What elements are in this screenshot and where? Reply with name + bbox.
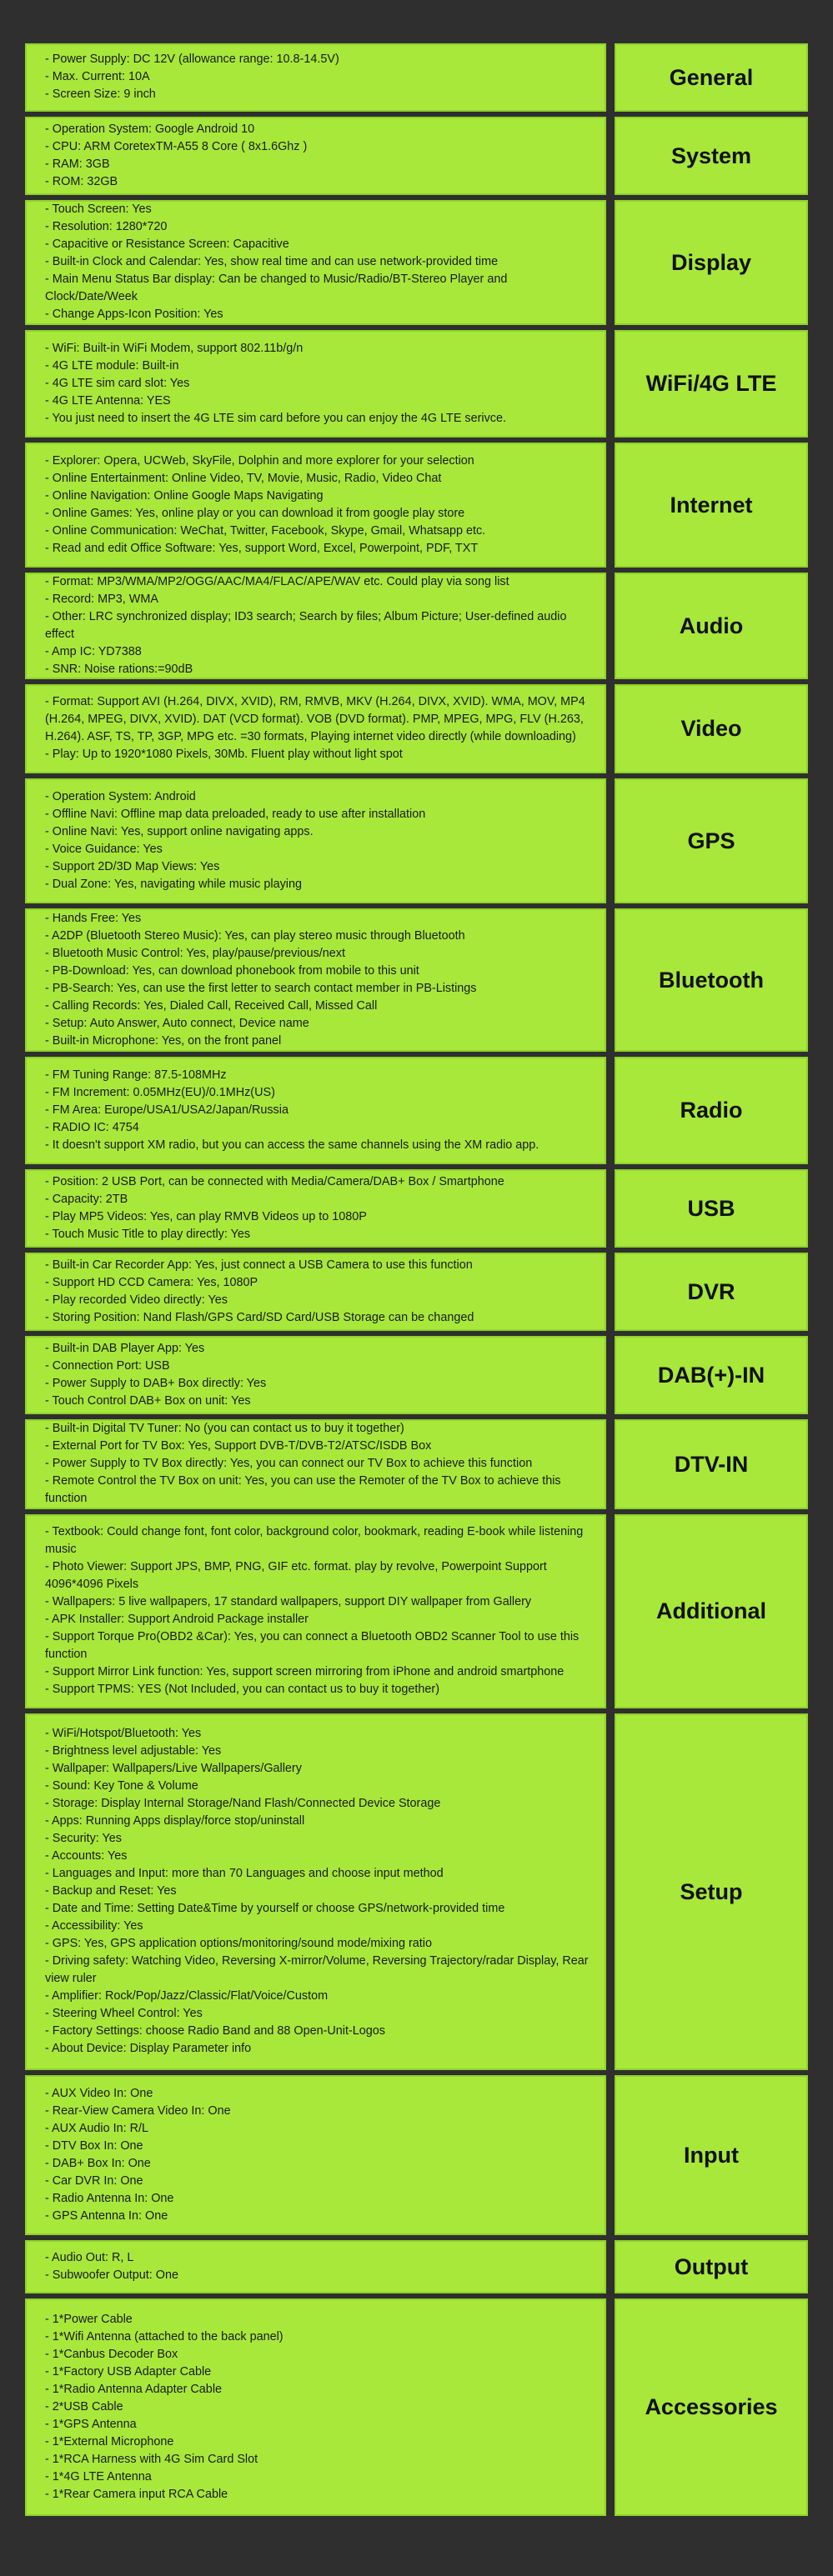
spec-line: - Wallpapers: 5 live wallpapers, 17 standard wallpapers, support DIY wallpaper from Gallery bbox=[45, 1595, 532, 1608]
spec-line: - Change Apps-Icon Position: Yes bbox=[45, 308, 223, 321]
spec-category bbox=[615, 1336, 808, 1414]
spec-line: - Remote Control the TV Box on unit: Yes, you can use the Remoter of the TV Box to achieve this function bbox=[45, 1474, 561, 1505]
spec-category bbox=[615, 778, 808, 903]
spec-line: - PB-Search: Yes, can use the first letter to search contact member in PB-Listings bbox=[45, 981, 477, 995]
spec-line: - DAB+ Box In: One bbox=[45, 2156, 151, 2170]
spec-line: - Driving safety: Watching Video, Reversing X-mirror/Volume, Reversing Trajectory/radar Display, Rear view ruler bbox=[45, 1954, 589, 1985]
spec-line: - 1*Radio Antenna Adapter Cable bbox=[45, 2382, 223, 2396]
spec-line: - SNR: Noise rations:=90dB bbox=[45, 662, 193, 676]
spec-line: - Online Entertainment: Online Video, TV, Movie, Music, Radio, Video Chat bbox=[45, 471, 442, 485]
spec-line: - 1*Rear Camera input RCA Cable bbox=[45, 2487, 228, 2501]
spec-category bbox=[615, 443, 808, 568]
spec-line: - Touch Music Title to play directly: Yes bbox=[45, 1227, 251, 1241]
spec-line: - Play recorded Video directly: Yes bbox=[45, 1293, 228, 1307]
spec-line: - Built-in Clock and Calendar: Yes, show real time and can use network-provided time bbox=[45, 255, 499, 268]
spec-line: - Play: Up to 1920*1080 Pixels, 30Mb. Fluent play without light spot bbox=[45, 748, 403, 761]
spec-line: - Photo Viewer: Support JPS, BMP, PNG, GIF etc. format. play by revolve, Powerpoint Support 4096*4096 Pixels bbox=[45, 1560, 547, 1591]
spec-category bbox=[615, 1514, 808, 1708]
spec-category-title: Output bbox=[674, 2253, 749, 2279]
spec-line: - 2*USB Cable bbox=[45, 2399, 123, 2413]
spec-line: - Support TPMS: YES (Not Included, you can contact us to buy it together) bbox=[45, 1683, 440, 1696]
spec-line: - AUX Audio In: R/L bbox=[45, 2121, 148, 2135]
spec-row bbox=[25, 443, 808, 568]
spec-line: - Brightness level adjustable: Yes bbox=[45, 1744, 222, 1758]
spec-category bbox=[615, 684, 808, 773]
spec-category bbox=[615, 117, 808, 195]
spec-details bbox=[25, 2075, 606, 2235]
spec-row bbox=[25, 1419, 808, 1509]
spec-line: - Storing Position: Nand Flash/GPS Card/SD Card/USB Storage can be changed bbox=[45, 1310, 474, 1324]
spec-line: - Operation System: Google Android 10 bbox=[45, 122, 255, 136]
spec-line: - Online Games: Yes, online play or you can download it from google play store bbox=[45, 506, 465, 520]
spec-line: - 1*Power Cable bbox=[45, 2312, 133, 2326]
spec-details bbox=[25, 200, 606, 325]
spec-line: - Setup: Auto Answer, Auto connect, Device name bbox=[45, 1016, 309, 1030]
spec-category-title: WiFi/4G LTE bbox=[645, 371, 777, 396]
spec-details bbox=[25, 573, 606, 679]
spec-line: - It doesn't support XM radio, but you can access the same channels using the XM radio app. bbox=[45, 1138, 539, 1152]
spec-line: - Read and edit Office Software: Yes, support Word, Excel, Powerpoint, PDF, TXT bbox=[45, 541, 479, 555]
spec-line: - Hands Free: Yes bbox=[45, 911, 142, 925]
spec-details bbox=[25, 43, 606, 112]
spec-category-title: General bbox=[669, 64, 754, 90]
spec-line: - Security: Yes bbox=[45, 1832, 122, 1845]
spec-line: - Amp IC: YD7388 bbox=[45, 644, 142, 658]
spec-line: - Record: MP3, WMA bbox=[45, 592, 158, 606]
spec-category bbox=[615, 2240, 808, 2293]
spec-category-title: Display bbox=[670, 249, 752, 275]
spec-row bbox=[25, 778, 808, 903]
spec-category-title: Audio bbox=[679, 613, 744, 638]
spec-line: - Apps: Running Apps display/force stop/uninstall bbox=[45, 1814, 305, 1828]
spec-line: - Max. Current: 10A bbox=[45, 70, 150, 83]
spec-line: - 1*Factory USB Adapter Cable bbox=[45, 2364, 212, 2378]
spec-line: - FM Increment: 0.05MHz(EU)/0.1MHz(US) bbox=[45, 1085, 275, 1099]
spec-line: - Play MP5 Videos: Yes, can play RMVB Videos up to 1080P bbox=[45, 1209, 367, 1223]
spec-line: - Audio Out: R, L bbox=[45, 2250, 134, 2264]
spec-line: - About Device: Display Parameter info bbox=[45, 2042, 252, 2055]
spec-category-title: Setup bbox=[680, 1878, 743, 1904]
spec-line: - Operation System: Android bbox=[45, 789, 196, 803]
spec-line: - Touch Screen: Yes bbox=[45, 203, 152, 216]
spec-category bbox=[615, 2075, 808, 2235]
spec-category bbox=[615, 1057, 808, 1164]
spec-details bbox=[25, 1514, 606, 1708]
spec-line: - 1*External Microphone bbox=[45, 2434, 174, 2448]
spec-details bbox=[25, 330, 606, 438]
spec-details bbox=[25, 443, 606, 568]
spec-line: - Online Communication: WeChat, Twitter, Facebook, Skype, Gmail, Whatsapp etc. bbox=[45, 523, 486, 538]
spec-line: - Explorer: Opera, UCWeb, SkyFile, Dolphin and more explorer for your selection bbox=[45, 453, 474, 468]
spec-line: - Radio Antenna In: One bbox=[45, 2191, 174, 2205]
spec-category-title: USB bbox=[687, 1195, 735, 1221]
spec-line: - Wallpaper: Wallpapers/Live Wallpapers/Gallery bbox=[45, 1762, 302, 1775]
spec-row bbox=[25, 1514, 808, 1708]
spec-row bbox=[25, 1713, 808, 2070]
spec-category-title: DTV-IN bbox=[674, 1451, 749, 1477]
spec-row bbox=[25, 908, 808, 1052]
spec-line: - GPS: Yes, GPS application options/monitoring/sound mode/mixing ratio bbox=[45, 1937, 432, 1950]
spec-line: - 4G LTE module: Built-in bbox=[45, 358, 179, 373]
spec-line: - 4G LTE Antenna: YES bbox=[45, 393, 171, 408]
spec-line: - Support HD CCD Camera: Yes, 1080P bbox=[45, 1275, 258, 1289]
spec-row bbox=[25, 2075, 808, 2235]
spec-line: - Storage: Display Internal Storage/Nand Flash/Connected Device Storage bbox=[45, 1797, 441, 1810]
spec-line: - Calling Records: Yes, Dialed Call, Received Call, Missed Call bbox=[45, 998, 378, 1013]
spec-category-title: Radio bbox=[680, 1098, 743, 1123]
spec-details bbox=[25, 1169, 606, 1248]
spec-row bbox=[25, 1057, 808, 1164]
spec-line: - Languages and Input: more than 70 Languages and choose input method bbox=[45, 1867, 444, 1880]
spec-line: - Power Supply to TV Box directly: Yes, you can connect our TV Box to achieve this function bbox=[45, 1457, 533, 1470]
spec-line: - Connection Port: USB bbox=[45, 1358, 170, 1373]
spec-category bbox=[615, 330, 808, 438]
spec-line: - Subwoofer Output: One bbox=[45, 2268, 178, 2282]
spec-line: - Other: LRC synchronized display; ID3 search; Search by files; Album Picture; User-defined audio effect bbox=[45, 609, 567, 641]
spec-details bbox=[25, 1057, 606, 1164]
spec-category bbox=[615, 1253, 808, 1331]
spec-line: - Rear-View Camera Video In: One bbox=[45, 2103, 231, 2118]
spec-details bbox=[25, 1419, 606, 1509]
spec-category bbox=[615, 1713, 808, 2070]
spec-category-title: DAB(+)-IN bbox=[657, 1362, 765, 1388]
spec-row bbox=[25, 200, 808, 325]
spec-row bbox=[25, 573, 808, 679]
spec-line: - External Port for TV Box: Yes, Support DVB-T/DVB-T2/ATSC/ISDB Box bbox=[45, 1439, 432, 1453]
spec-line: - Screen Size: 9 inch bbox=[45, 88, 156, 101]
spec-line: - FM Tuning Range: 87.5-108MHz bbox=[45, 1068, 227, 1082]
spec-category bbox=[615, 200, 808, 325]
spec-row bbox=[25, 1336, 808, 1414]
spec-details bbox=[25, 778, 606, 903]
spec-line: - CPU: ARM CoretexTM-A55 8 Core ( 8x1.6Ghz ) bbox=[45, 139, 308, 153]
spec-category bbox=[615, 2298, 808, 2516]
spec-category-title: Input bbox=[684, 2142, 739, 2168]
spec-line: - A2DP (Bluetooth Stereo Music): Yes, can play stereo music through Bluetooth bbox=[45, 928, 465, 943]
spec-category-title: Additional bbox=[656, 1598, 766, 1623]
spec-table bbox=[25, 43, 808, 2521]
spec-line: - Power Supply to DAB+ Box directly: Yes bbox=[45, 1376, 267, 1390]
spec-line: - Voice Guidance: Yes bbox=[45, 842, 163, 856]
spec-line: - 1*4G LTE Antenna bbox=[45, 2469, 152, 2483]
spec-line: - Sound: Key Tone & Volume bbox=[45, 1779, 198, 1793]
spec-line: - Built-in Digital TV Tuner: No (you can contact us to buy it together) bbox=[45, 1422, 404, 1435]
spec-line: - APK Installer: Support Android Package installer bbox=[45, 1613, 309, 1626]
spec-line: - RADIO IC: 4754 bbox=[45, 1120, 139, 1134]
spec-line: - Online Navi: Yes, support online navigating apps. bbox=[45, 824, 314, 838]
spec-row bbox=[25, 1253, 808, 1331]
spec-line: - 4G LTE sim card slot: Yes bbox=[45, 376, 190, 390]
spec-line: - Touch Control DAB+ Box on unit: Yes bbox=[45, 1393, 251, 1408]
spec-line: - DTV Box In: One bbox=[45, 2138, 143, 2153]
spec-line: - Bluetooth Music Control: Yes, play/pause/previous/next bbox=[45, 946, 345, 960]
spec-row bbox=[25, 684, 808, 773]
spec-category-title: Accessories bbox=[645, 2394, 778, 2419]
spec-category bbox=[615, 1419, 808, 1509]
spec-line: - Format: MP3/WMA/MP2/OGG/AAC/MA4/FLAC/APE/WAV etc. Could play via song list bbox=[45, 574, 509, 588]
spec-details bbox=[25, 2298, 606, 2516]
spec-details bbox=[25, 1713, 606, 2070]
spec-line: - FM Area: Europe/USA1/USA2/Japan/Russia bbox=[45, 1103, 289, 1117]
spec-details bbox=[25, 117, 606, 195]
spec-row bbox=[25, 2240, 808, 2293]
spec-category-title: Video bbox=[680, 716, 742, 741]
spec-row bbox=[25, 2298, 808, 2516]
spec-category-title: GPS bbox=[687, 828, 735, 853]
spec-line: - ROM: 32GB bbox=[45, 174, 118, 188]
spec-line: - Resolution: 1280*720 bbox=[45, 220, 168, 233]
spec-line: - Built-in Microphone: Yes, on the front panel bbox=[45, 1033, 282, 1048]
spec-details bbox=[25, 684, 606, 773]
spec-line: - Dual Zone: Yes, navigating while music playing bbox=[45, 877, 302, 891]
spec-line: - Main Menu Status Bar display: Can be changed to Music/Radio/BT-Stereo Player and Clock/Date/Week bbox=[45, 273, 508, 303]
spec-details bbox=[25, 2240, 606, 2293]
spec-line: - Online Navigation: Online Google Maps Navigating bbox=[45, 488, 324, 503]
spec-details bbox=[25, 1336, 606, 1414]
spec-line: - 1*Wifi Antenna (attached to the back panel) bbox=[45, 2329, 284, 2343]
spec-line: - Textbook: Could change font, font color, background color, bookmark, reading E-book while listening music bbox=[45, 1525, 584, 1556]
spec-category bbox=[615, 908, 808, 1052]
spec-line: - Power Supply: DC 12V (allowance range: 10.8-14.5V) bbox=[45, 53, 339, 66]
spec-line: - Capacity: 2TB bbox=[45, 1192, 128, 1206]
spec-line: - Amplifier: Rock/Pop/Jazz/Classic/Flat/Voice/Custom bbox=[45, 1989, 329, 2003]
spec-line: - Position: 2 USB Port, can be connected with Media/Camera/DAB+ Box / Smartphone bbox=[45, 1174, 504, 1188]
spec-line: - Support Mirror Link function: Yes, support screen mirroring from iPhone and android smartphone bbox=[45, 1665, 565, 1678]
spec-line: - Accessibility: Yes bbox=[45, 1919, 143, 1933]
spec-category-title: Bluetooth bbox=[659, 967, 764, 993]
spec-category bbox=[615, 1169, 808, 1248]
spec-line: - Accounts: Yes bbox=[45, 1849, 128, 1863]
spec-category-title: DVR bbox=[687, 1278, 735, 1304]
spec-row bbox=[25, 1169, 808, 1248]
spec-line: - Capacitive or Resistance Screen: Capacitive bbox=[45, 238, 289, 251]
spec-category-title: Internet bbox=[670, 492, 753, 518]
spec-line: - Built-in Car Recorder App: Yes, just connect a USB Camera to use this function bbox=[45, 1258, 473, 1272]
spec-line: - You just need to insert the 4G LTE sim card before you can enjoy the 4G LTE serivce. bbox=[45, 411, 506, 425]
spec-line: - 1*Canbus Decoder Box bbox=[45, 2347, 178, 2361]
spec-line: - WiFi: Built-in WiFi Modem, support 802.11b/g/n bbox=[45, 341, 304, 355]
spec-row bbox=[25, 330, 808, 438]
spec-line: - Steering Wheel Control: Yes bbox=[45, 2007, 203, 2020]
spec-line: - Format: Support AVI (H.264, DIVX, XVID), RM, RMVB, MKV (H.264, DIVX, XVID). WMA, MOV, MP4 (H.264, MPEG, DIVX, XVID). DAT (VCD format). VOB (DVD format). PMP, MPEG, MPG, FLV (H.263, H.264). ASF, TS, TP, 3GP, MPG etc. =30 formats, Playing internet video directly (while downloading) bbox=[45, 695, 585, 743]
spec-line: - Car DVR In: One bbox=[45, 2173, 143, 2188]
spec-line: - WiFi/Hotspot/Bluetooth: Yes bbox=[45, 1727, 202, 1740]
spec-line: - Date and Time: Setting Date&Time by yourself or choose GPS/network-provided time bbox=[45, 1902, 505, 1915]
spec-line: - PB-Download: Yes, can download phonebook from mobile to this unit bbox=[45, 963, 419, 978]
spec-category bbox=[615, 43, 808, 112]
spec-category-title: System bbox=[670, 143, 752, 168]
spec-row bbox=[25, 43, 808, 112]
spec-line: - Support Torque Pro(OBD2 &Car): Yes, you can connect a Bluetooth OBD2 Scanner Tool to use this function bbox=[45, 1630, 580, 1661]
spec-line: - Built-in DAB Player App: Yes bbox=[45, 1341, 205, 1355]
spec-line: - 1*RCA Harness with 4G Sim Card Slot bbox=[45, 2452, 258, 2466]
spec-line: - 1*GPS Antenna bbox=[45, 2417, 137, 2431]
spec-line: - Backup and Reset: Yes bbox=[45, 1884, 177, 1898]
spec-details bbox=[25, 908, 606, 1052]
spec-details bbox=[25, 1253, 606, 1331]
spec-line: - Support 2D/3D Map Views: Yes bbox=[45, 859, 220, 873]
spec-line: - AUX Video In: One bbox=[45, 2086, 153, 2100]
spec-line: - Factory Settings: choose Radio Band and 88 Open-Unit-Logos bbox=[45, 2024, 385, 2038]
spec-row bbox=[25, 117, 808, 195]
spec-category bbox=[615, 573, 808, 679]
spec-line: - RAM: 3GB bbox=[45, 157, 110, 171]
spec-line: - Offline Navi: Offline map data preloaded, ready to use after installation bbox=[45, 807, 426, 821]
spec-line: - GPS Antenna In: One bbox=[45, 2208, 168, 2223]
